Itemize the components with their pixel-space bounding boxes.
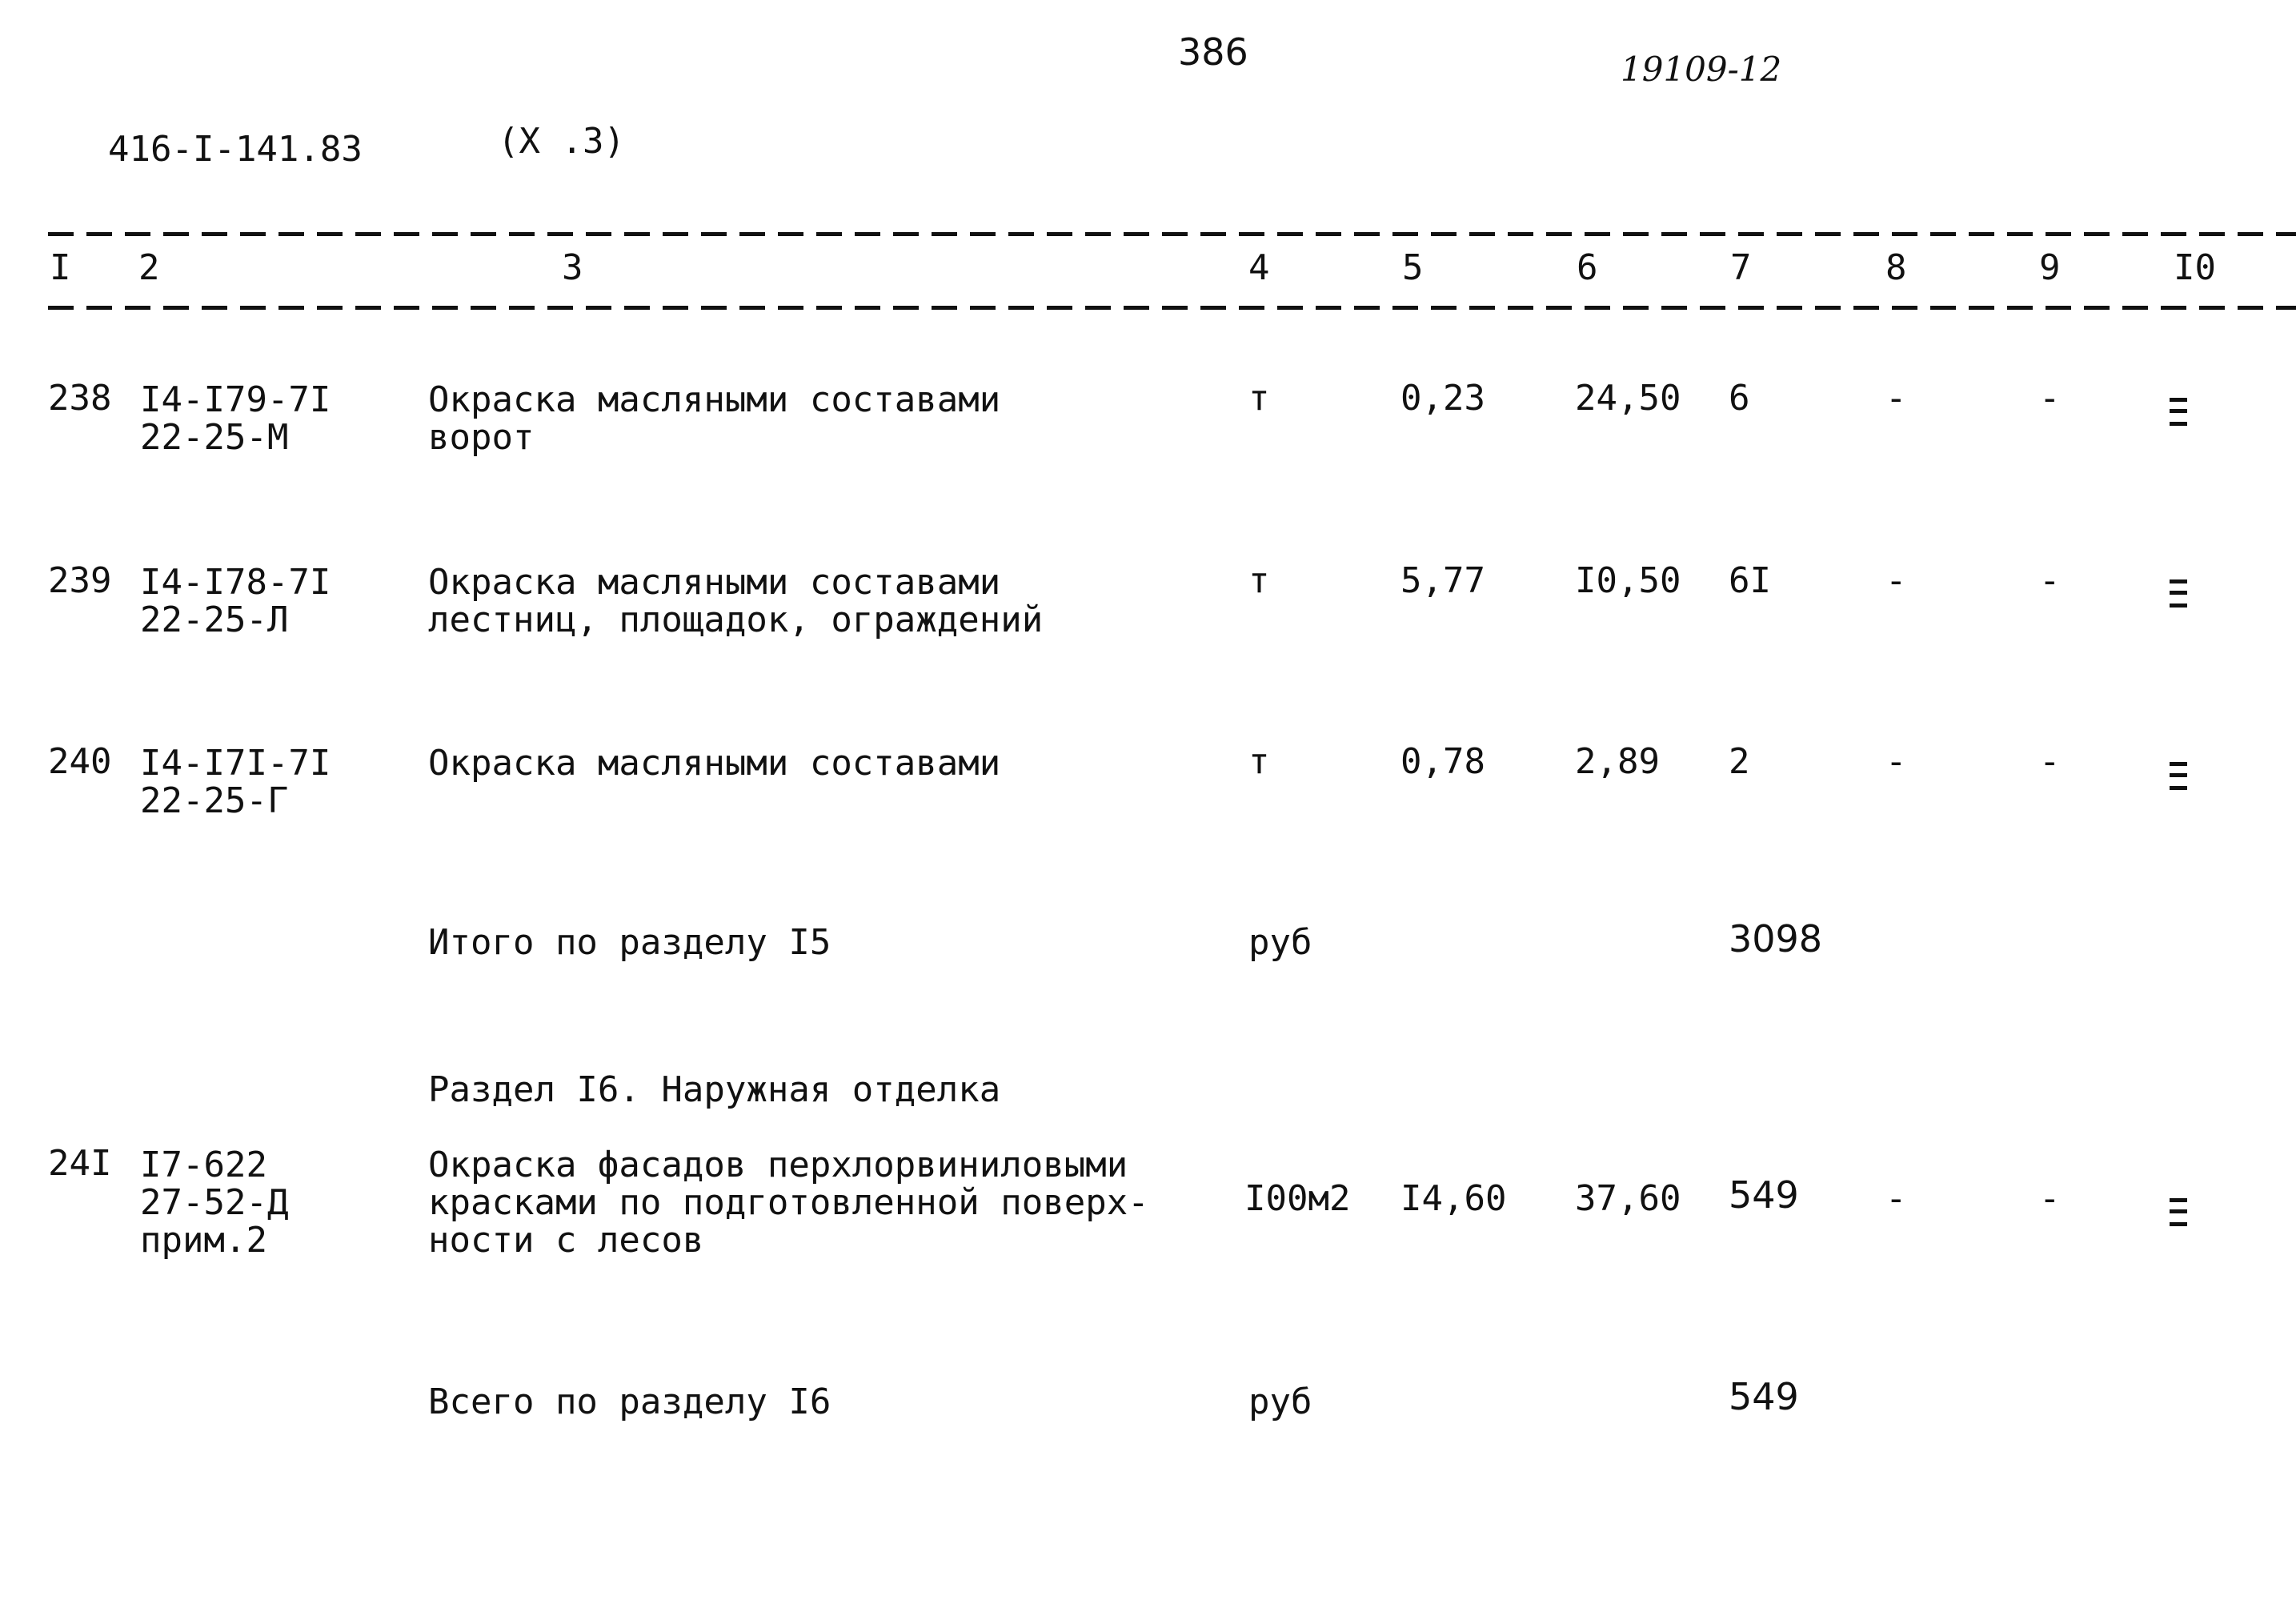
row-code-line: 22-25-Л (140, 599, 289, 640)
header-bottom-rule (48, 306, 2296, 310)
row-col10-mark (2167, 579, 2190, 615)
row-description (428, 381, 1000, 456)
row-description-line: Окраска фасадов перхлорвиниловыми (428, 1145, 1128, 1185)
row-code-line: 27-52-Д (140, 1182, 289, 1223)
col-header-9: 9 (2039, 247, 2061, 288)
row-code-line: I4-I7I-7I (140, 743, 331, 784)
row-unit: I00м2 (1244, 1178, 1351, 1219)
row-price: 37,60 (1575, 1178, 1681, 1219)
subtotal-label: Итого по разделу I5 (428, 922, 831, 963)
row-quantity: 5,77 (1400, 560, 1485, 601)
row-code-line: 22-25-M (140, 417, 289, 458)
row-price: 24,50 (1575, 378, 1681, 419)
col-header-2: 2 (138, 247, 160, 288)
row-unit: т (1248, 560, 1270, 601)
document-section: (X .3) (498, 121, 625, 162)
row-code (140, 744, 331, 820)
page-number: 386 (1178, 30, 1248, 74)
row-number: 238 (48, 378, 112, 419)
total-value: 549 (1729, 1375, 1799, 1418)
row-total: 549 (1729, 1173, 1799, 1217)
row-col10-mark (2167, 1198, 2190, 1233)
total-label: Всего по разделу I6 (428, 1381, 831, 1422)
subtotal-unit: руб (1248, 922, 1312, 963)
row-col9: - (2039, 741, 2061, 782)
row-code-line: 22-25-Г (140, 780, 289, 821)
row-unit: т (1248, 378, 1270, 419)
row-col8: - (1885, 560, 1907, 601)
row-code-line: I4-I78-7I (140, 562, 331, 603)
row-col10-mark (2167, 762, 2190, 797)
subtotal-value: 3098 (1729, 917, 1823, 960)
row-code-line: I4-I79-7I (140, 379, 331, 420)
col-header-7: 7 (1730, 247, 1752, 288)
row-col9: - (2039, 1178, 2061, 1219)
row-total: 2 (1729, 741, 1750, 782)
row-code-line: I7-622 (140, 1145, 267, 1185)
row-number: 239 (48, 560, 112, 601)
row-number: 240 (48, 741, 112, 782)
row-description-line: ворот (428, 417, 535, 458)
row-description (428, 744, 1000, 782)
row-code (140, 381, 331, 456)
row-quantity: I4,60 (1400, 1178, 1507, 1219)
row-col10-mark (2167, 398, 2190, 433)
row-total: 6 (1729, 378, 1750, 419)
row-description-line: Окраска масляными составами (428, 743, 1001, 784)
row-quantity: 0,23 (1400, 378, 1485, 419)
col-header-8: 8 (1885, 247, 1907, 288)
col-header-5: 5 (1402, 247, 1424, 288)
header-top-rule (48, 232, 2296, 236)
row-code-line: прим.2 (140, 1220, 267, 1261)
document-code: 416-I-141.83 (108, 129, 363, 170)
row-description-line: Окраска масляными составами (428, 379, 1001, 420)
col-header-6: 6 (1577, 247, 1598, 288)
row-description (428, 1146, 1149, 1259)
row-number: 24I (48, 1143, 112, 1184)
row-col8: - (1885, 741, 1907, 782)
row-col9: - (2039, 560, 2061, 601)
row-col9: - (2039, 378, 2061, 419)
section-title: Раздел I6. Наружная отделка (428, 1069, 1001, 1110)
row-description (428, 563, 1043, 639)
row-description-line: лестниц, площадок, ограждений (428, 599, 1044, 640)
row-col8: - (1885, 378, 1907, 419)
row-total: 6I (1729, 560, 1771, 601)
row-code (140, 563, 331, 639)
total-unit: руб (1248, 1381, 1312, 1422)
row-quantity: 0,78 (1400, 741, 1485, 782)
col-header-10: I0 (2174, 247, 2216, 288)
row-description-line: Окраска масляными составами (428, 562, 1001, 603)
row-price: 2,89 (1575, 741, 1660, 782)
row-price: I0,50 (1575, 560, 1681, 601)
row-code (140, 1146, 288, 1259)
col-header-4: 4 (1248, 247, 1270, 288)
col-header-1: I (50, 247, 71, 288)
row-description-line: красками по подготовленной поверх- (428, 1182, 1149, 1223)
row-description-line: ности с лесов (428, 1220, 704, 1261)
handwritten-note: 19109-12 (1621, 50, 1782, 89)
row-unit: т (1248, 741, 1270, 782)
col-header-3: 3 (562, 247, 583, 288)
row-col8: - (1885, 1178, 1907, 1219)
